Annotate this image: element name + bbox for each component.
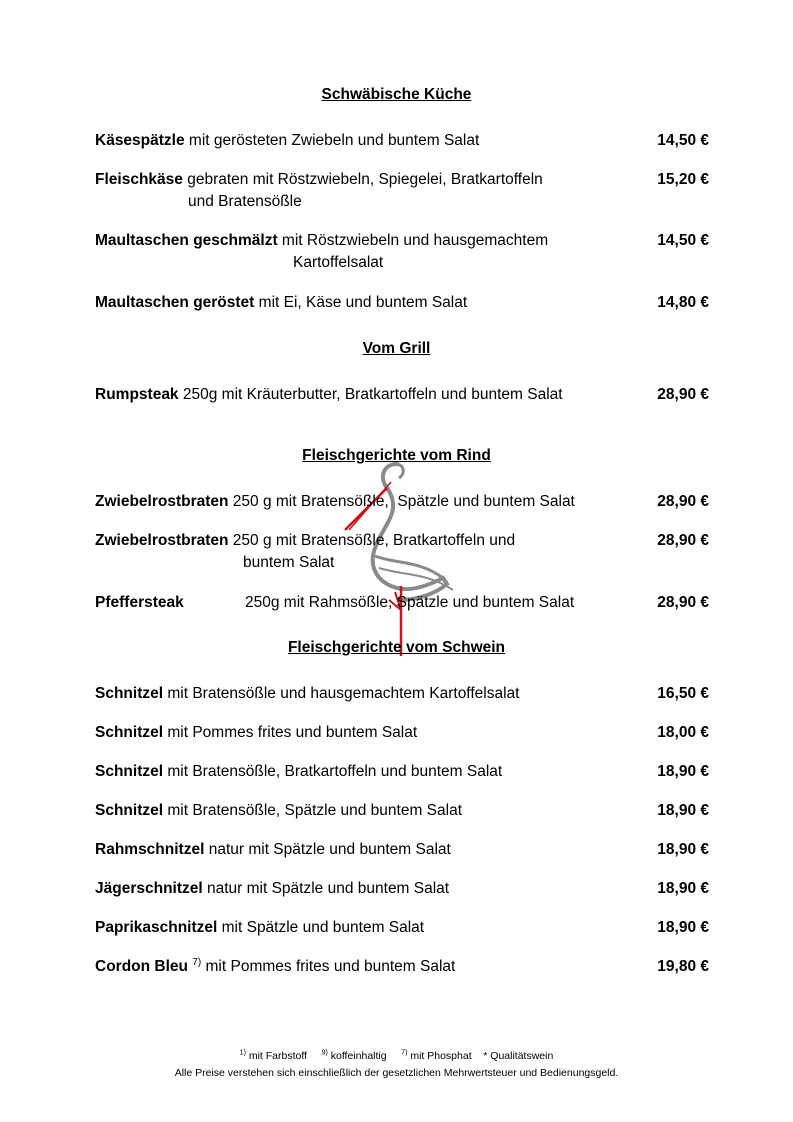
section-title-schwaebische-kueche: Schwäbische Küche <box>321 86 472 103</box>
menu-item <box>95 956 715 978</box>
menu-item <box>95 800 715 822</box>
menu-item <box>95 761 715 783</box>
menu-item <box>95 878 715 900</box>
item-desc-cont: buntem Salat <box>243 554 335 571</box>
item-price: 18,90 € <box>657 880 709 897</box>
item-price: 14,50 € <box>657 132 709 149</box>
section-title-rind: Fleischgerichte vom Rind <box>302 447 491 464</box>
item-desc: gebraten mit Röstzwiebeln, Spiegelei, Bratkartoffeln <box>182 171 543 188</box>
item-desc: 250 g mit Bratensößle, Spätzle und buntem Salat <box>228 493 575 510</box>
item-name: Paprikaschnitzel <box>95 919 218 936</box>
item-name: Zwiebelrostbraten <box>95 493 229 510</box>
item-name: Zwiebelrostbraten <box>95 532 229 549</box>
item-desc: mit Röstzwiebeln und hausgemachtem <box>277 232 549 249</box>
footnote-text: mit Farbstoff <box>245 1050 307 1062</box>
footnote-number: 1) <box>239 1049 246 1057</box>
item-price: 19,80 € <box>657 958 709 975</box>
item-name: Rumpsteak <box>95 386 179 403</box>
item-desc: mit gerösteten Zwiebeln und buntem Salat <box>184 132 480 149</box>
section-title-vom-grill: Vom Grill <box>362 340 431 357</box>
menu-item <box>95 530 715 571</box>
item-name: Cordon Bleu <box>95 958 188 975</box>
menu-item <box>95 839 715 861</box>
item-desc: mit Bratensößle und hausgemachtem Kartoffelsalat <box>163 685 520 702</box>
item-name: Schnitzel <box>95 763 164 780</box>
item-name: Schnitzel <box>95 724 164 741</box>
item-desc-cont: und Bratensößle <box>188 193 302 210</box>
menu-item <box>95 722 715 744</box>
item-name: Käsespätzle <box>95 132 185 149</box>
footnote-text: * Qualitätswein <box>483 1050 554 1062</box>
item-footnote-mark: 7) <box>192 956 202 968</box>
item-name: Rahmschnitzel <box>95 841 205 858</box>
item-desc: mit Ei, Käse und buntem Salat <box>254 294 468 311</box>
item-price: 16,50 € <box>657 685 709 702</box>
item-price: 18,90 € <box>657 763 709 780</box>
item-price: 18,00 € <box>657 724 709 741</box>
footnote-legend <box>0 1050 793 1062</box>
menu-item <box>95 130 715 152</box>
item-name: Pfeffersteak <box>95 594 184 611</box>
footnote-number: 9) <box>321 1049 328 1057</box>
item-price: 18,90 € <box>657 802 709 819</box>
item-price: 28,90 € <box>657 493 709 510</box>
item-name: Maultaschen geröstet <box>95 294 255 311</box>
item-desc: natur mit Spätzle und buntem Salat <box>204 841 451 858</box>
item-price: 14,80 € <box>657 294 709 311</box>
item-price: 18,90 € <box>657 919 709 936</box>
item-price: 14,50 € <box>657 232 709 249</box>
menu-item <box>95 384 715 406</box>
menu-item <box>95 230 715 271</box>
menu-item <box>95 917 715 939</box>
item-desc: mit Bratensößle, Spätzle und buntem Salat <box>163 802 463 819</box>
section-title-schwein: Fleischgerichte vom Schwein <box>287 639 506 656</box>
item-desc: mit Pommes frites und buntem Salat <box>201 958 456 975</box>
footnote-number: 7) <box>401 1049 408 1057</box>
item-desc: 250g mit Kräuterbutter, Bratkartoffeln und buntem Salat <box>178 386 563 403</box>
item-desc: 250 g mit Bratensößle, Bratkartoffeln und <box>228 532 516 549</box>
item-price: 28,90 € <box>657 594 709 611</box>
menu-item <box>95 683 715 705</box>
item-desc-cont: Kartoffelsalat <box>293 254 384 271</box>
footnote-text: koffeinhaltig <box>327 1050 387 1062</box>
item-desc: natur mit Spätzle und buntem Salat <box>202 880 450 897</box>
menu-item <box>95 592 715 614</box>
item-price: 28,90 € <box>657 386 709 403</box>
item-price: 18,90 € <box>657 841 709 858</box>
item-name: Fleischkäse <box>95 171 183 188</box>
item-name: Maultaschen geschmälzt <box>95 232 278 249</box>
menu-item <box>95 491 715 513</box>
item-desc: mit Bratensößle, Bratkartoffeln und buntem Salat <box>163 763 503 780</box>
price-note: Alle Preise verstehen sich einschließlich der gesetzlichen Mehrwertsteuer und Bedienungsgeld. <box>174 1067 619 1079</box>
footnote-text: mit Phosphat <box>407 1050 472 1062</box>
item-price: 28,90 € <box>657 532 709 549</box>
menu-item <box>95 292 715 314</box>
item-desc: mit Pommes frites und buntem Salat <box>163 724 418 741</box>
item-desc: mit Spätzle und buntem Salat <box>217 919 425 936</box>
item-name: Schnitzel <box>95 685 164 702</box>
stork-watermark-icon <box>335 460 465 660</box>
item-name: Jägerschnitzel <box>95 880 203 897</box>
item-name: Schnitzel <box>95 802 164 819</box>
menu-item <box>95 169 715 210</box>
item-desc: 250g mit Rahmsößle, Spätzle und buntem Salat <box>245 594 575 611</box>
item-price: 15,20 € <box>657 171 709 188</box>
